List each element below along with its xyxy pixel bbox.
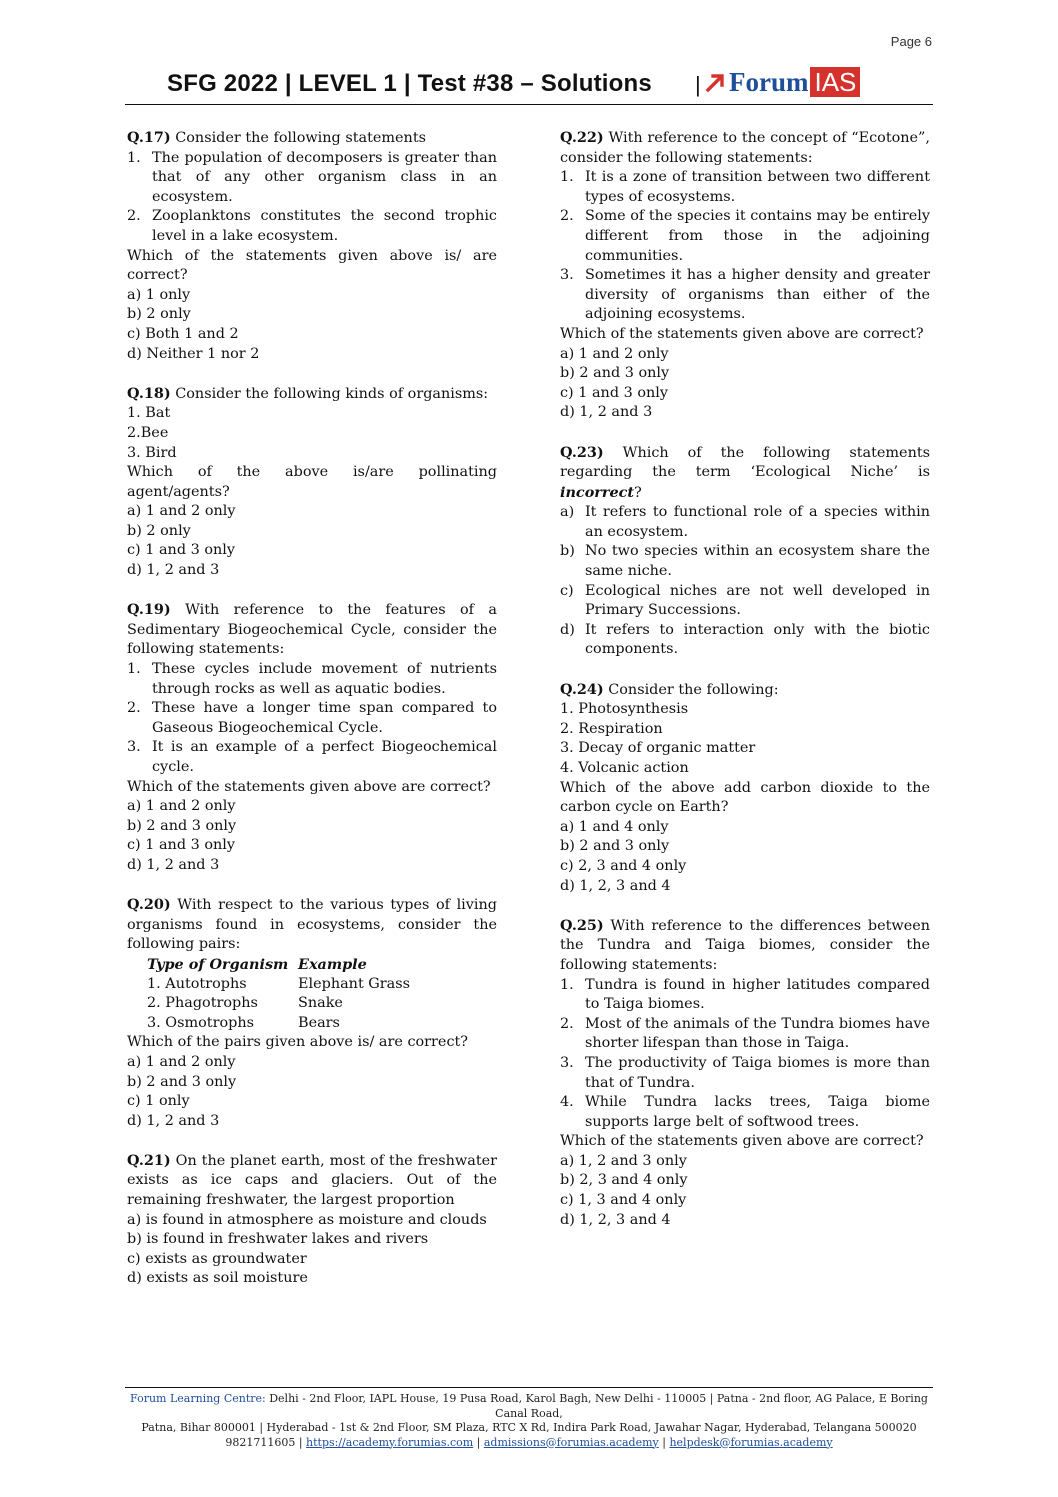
list-item: 1. Photosynthesis xyxy=(560,701,689,718)
question-stem xyxy=(127,1151,497,1211)
pair-right: Elephant Grass xyxy=(298,975,411,992)
option-c: c) Both 1 and 2 xyxy=(127,325,239,342)
header-separator: | xyxy=(695,72,701,97)
question-stem xyxy=(127,384,497,405)
question-text: Consider the following kinds of organisms: xyxy=(175,385,489,402)
option-c: c) 1 and 3 only xyxy=(127,542,236,559)
question-number: Q.23) xyxy=(560,443,604,461)
question-stem xyxy=(127,128,497,149)
footer-label: Forum Learning Centre: xyxy=(130,1392,266,1405)
option-a: a) 1 and 2 only xyxy=(560,345,669,362)
question-number: Q.20) xyxy=(127,896,171,914)
question-stem xyxy=(560,128,930,168)
pair-left: 3. Osmotrophs xyxy=(147,1014,254,1031)
question-18 xyxy=(127,384,497,581)
question-stem xyxy=(560,916,930,976)
question-text: With reference to the features of a Sedimentary Biogeochemical Cycle, consider the following statements: xyxy=(127,602,497,658)
footer-phone: 9821711605 | xyxy=(225,1435,307,1449)
option-c: c) 1 and 3 only xyxy=(127,837,236,854)
question-number: Q.24) xyxy=(560,680,604,698)
question-number: Q.19) xyxy=(127,601,171,619)
option-c: c) Ecological niches are not well developed in Primary Successions. xyxy=(560,582,930,619)
arrow-up-right-icon xyxy=(705,71,727,93)
question-text: On the planet earth, most of the freshwater exists as ice caps and glaciers. Out of the remaining freshwater, the largest proportion xyxy=(127,1152,498,1209)
question-text: Which of the following statements regarding the term ‘Ecological Niche’ is xyxy=(560,444,931,481)
question-text: With reference to the concept of “Ecotone”, consider the following statements: xyxy=(560,130,930,166)
footer-link-helpdesk[interactable]: helpdesk@forumias.academy xyxy=(669,1435,833,1449)
footer-contact-line: 9821711605 | https://academy.forumias.com | admissions@forumias.academy | helpdesk@forumias.academy xyxy=(225,1435,833,1449)
question-number: Q.17) xyxy=(127,129,171,146)
question-stem xyxy=(127,895,497,955)
list-item: 3. Bird xyxy=(127,444,177,461)
option-a: a) is found in atmosphere as moisture and clouds xyxy=(127,1211,487,1228)
question-21 xyxy=(127,1151,497,1289)
option-b: b) 2 only xyxy=(127,522,191,539)
option-a: a) 1 and 2 only xyxy=(127,798,236,815)
pairs-table xyxy=(127,955,497,1033)
question-number: Q.21) xyxy=(127,1151,171,1169)
option-d: d) 1, 2 and 3 xyxy=(127,1112,220,1129)
question-text: Consider the following statements xyxy=(175,130,426,146)
statement: 1. These cycles include movement of nutrients through rocks as well as aquatic bodies. xyxy=(127,661,497,697)
option-a: a) It refers to functional role of a species within an ecosystem. xyxy=(560,504,930,540)
option-b: b) 2 and 3 only xyxy=(560,838,670,855)
pair-left: 2. Phagotrophs xyxy=(147,995,258,1012)
right-column xyxy=(560,128,930,1250)
question-prompt: Which of the statements given above are correct? xyxy=(560,325,924,342)
statement: 3. It is an example of a perfect Biogeochemical cycle. xyxy=(127,739,497,775)
option-d: d) 1, 2 and 3 xyxy=(127,856,220,873)
list-item: 2.Bee xyxy=(127,424,169,441)
pairs-header-right: Example xyxy=(298,955,367,973)
list-item: 2. Respiration xyxy=(560,720,663,737)
statement: 2. Some of the species it contains may be entirely different from those in the adjoining communities. xyxy=(560,208,930,264)
list-item: 3. Decay of organic matter xyxy=(560,740,756,757)
statement: 1. The population of decomposers is greater than that of any other organism class in an ecosystem. xyxy=(127,149,497,205)
question-prompt: Which of the above is/are pollinating agent/agents? xyxy=(127,464,497,500)
page-footer xyxy=(125,1387,933,1450)
question-prompt: Which of the statements given above are correct? xyxy=(127,778,491,795)
question-prompt: Which of the above add carbon dioxide to the carbon cycle on Earth? xyxy=(560,779,930,816)
pair-right: Bears xyxy=(298,1014,340,1031)
question-17 xyxy=(127,128,497,364)
option-d: d) 1, 2, 3 and 4 xyxy=(560,877,671,894)
option-c: c) 1 only xyxy=(127,1093,190,1110)
question-text: With respect to the various types of living organisms found in ecosystems, consider the following pairs: xyxy=(127,897,497,953)
list-item: 4. Volcanic action xyxy=(560,760,689,776)
option-d: d) 1, 2 and 3 xyxy=(127,562,220,579)
option-b: b) 2 only xyxy=(127,306,191,323)
option-c: c) 1 and 3 only xyxy=(560,384,669,401)
option-a: a) 1 and 4 only xyxy=(560,818,669,835)
question-stem: Q.23) Which of the following statements regarding the term ‘Ecological Niche’ is incorrect? xyxy=(560,443,931,501)
statement: 1. Tundra is found in higher latitudes compared to Taiga biomes. xyxy=(560,976,930,1013)
page-number: Page 6 xyxy=(890,34,932,49)
option-b: b) 2 and 3 only xyxy=(560,365,670,382)
option-d: d) 1, 2 and 3 xyxy=(560,404,653,421)
question-25 xyxy=(560,916,930,1231)
option-c: c) 2, 3 and 4 only xyxy=(560,857,687,874)
left-column xyxy=(127,128,497,1309)
emphasis-text: incorrect xyxy=(560,483,635,501)
option-d: d) It refers to interaction only with the biotic components. xyxy=(560,621,930,658)
question-text: Consider the following: xyxy=(608,681,779,698)
option-d: d) exists as soil moisture xyxy=(127,1270,308,1287)
statement: 3. Sometimes it has a higher density and greater diversity of organisms than either of the adjoining ecosystems. xyxy=(560,267,930,323)
footer-link-website[interactable]: https://academy.forumias.com xyxy=(306,1435,474,1449)
option-a: a) 1 only xyxy=(127,286,191,303)
statement: 3. The productivity of Taiga biomes is more than that of Tundra. xyxy=(560,1054,930,1091)
logo-text-forum: Forum xyxy=(729,66,809,97)
page-title: SFG 2022 | LEVEL 1 | Test #38 – Solutions xyxy=(167,70,652,97)
pair-left: 1. Autotrophs xyxy=(147,975,247,992)
question-prompt: Which of the pairs given above is/ are correct? xyxy=(127,1034,468,1051)
option-b: b) 2, 3 and 4 only xyxy=(560,1172,688,1189)
statement: 1. It is a zone of transition between two different types of ecosystems. xyxy=(560,169,930,205)
question-text: With reference to the differences between the Tundra and Taiga biomes, consider the following statements: xyxy=(560,917,930,973)
option-b: b) No two species within an ecosystem share the same niche. xyxy=(560,543,930,580)
option-b: b) 2 and 3 only xyxy=(127,817,237,834)
list-item: 1. Bat xyxy=(127,405,171,422)
question-22 xyxy=(560,128,930,423)
option-a: a) 1, 2 and 3 only xyxy=(560,1152,687,1169)
page-header xyxy=(125,64,933,105)
question-number: Q.18) xyxy=(127,384,171,402)
question-23 xyxy=(560,443,930,661)
statement: 4. While Tundra lacks trees, Taiga biome supports large belt of softwood trees. xyxy=(560,1094,930,1130)
option-a: a) 1 and 2 only xyxy=(127,503,236,520)
question-prompt: Which of the statements given above are correct? xyxy=(560,1133,924,1150)
pair-right: Snake xyxy=(298,995,343,1012)
option-a: a) 1 and 2 only xyxy=(127,1053,236,1070)
question-24 xyxy=(560,680,930,897)
statement: 2. Zooplanktons constitutes the second trophic level in a lake ecosystem. xyxy=(127,208,497,244)
pairs-header-left: Type of Organism xyxy=(147,955,289,973)
statement: 2. Most of the animals of the Tundra biomes have shorter lifespan than those in Taiga. xyxy=(560,1015,930,1052)
question-prompt: Which of the statements given above is/ are correct? xyxy=(127,247,497,284)
footer-address-line-2: Patna, Bihar 800001 | Hyderabad - 1st & 2nd Floor, SM Plaza, RTC X Rd, Indira Park Road, Jawahar Nagar, Hyderabad, Telangana 500020 xyxy=(141,1421,917,1434)
question-stem xyxy=(127,600,497,660)
option-d: d) Neither 1 nor 2 xyxy=(127,345,260,362)
question-20 xyxy=(127,895,497,1131)
statement: 2. These have a longer time span compared to Gaseous Biogeochemical Cycle. xyxy=(127,700,497,736)
forumias-logo xyxy=(705,66,860,98)
option-b: b) is found in freshwater lakes and rivers xyxy=(127,1231,429,1248)
footer-address-line-1: Forum Learning Centre: Delhi - 2nd Floor, IAPL House, 19 Pusa Road, Karol Bagh, New Delhi - 110005 | Patna - 2nd floor, AG Palace, E Boring Canal Road, xyxy=(130,1392,928,1420)
question-stem xyxy=(560,680,930,701)
question-number: Q.25) xyxy=(560,916,604,934)
option-c: c) 1, 3 and 4 only xyxy=(560,1192,687,1209)
option-d: d) 1, 2, 3 and 4 xyxy=(560,1211,671,1228)
option-b: b) 2 and 3 only xyxy=(127,1073,237,1090)
footer-link-admissions[interactable]: admissions@forumias.academy xyxy=(483,1435,659,1449)
question-19 xyxy=(127,600,497,875)
question-number: Q.22) xyxy=(560,129,604,146)
option-c: c) exists as groundwater xyxy=(127,1250,307,1267)
logo-text-ias: IAS xyxy=(810,67,860,97)
